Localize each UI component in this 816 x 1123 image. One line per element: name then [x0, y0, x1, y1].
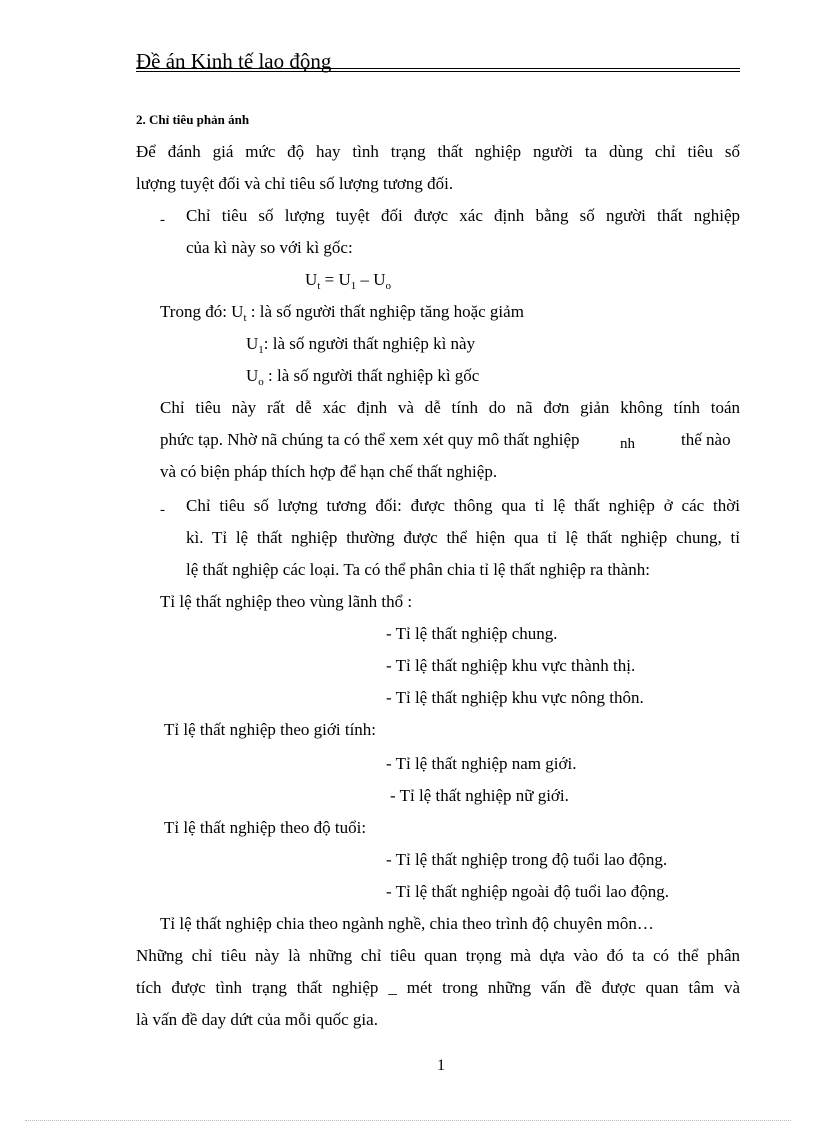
- para2-fragment: nh: [620, 436, 635, 452]
- conclusion-line-4: là vấn đề day dứt của mỗi quốc gia.: [136, 1010, 378, 1029]
- age-item: - Tỉ lệ thất nghiệp ngoài độ tuổi lao động.: [386, 882, 669, 901]
- header-rule-double: [136, 71, 740, 72]
- definition-3: $U_o$ : là số người thất nghiệp kì gốc: [246, 366, 480, 388]
- para2-line-1: Chỉ tiêu này rất dễ xác định và dễ tính do nã đơn giản không tính toán: [160, 398, 740, 417]
- bullet1-line-2: của kì này so với kì gốc:: [186, 238, 353, 257]
- definition-2: $U_1$: là số người thất nghiệp kì này: [246, 334, 476, 356]
- intro-line-2: lượng tuyệt đối và chỉ tiêu số lượng tương đối.: [136, 174, 454, 193]
- page-number: 1: [437, 1057, 445, 1074]
- bullet2-line-3: lệ thất nghiệp các loại. Ta có thể phân chia tỉ lệ thất nghiệp ra thành:: [186, 560, 650, 579]
- region-item: - Tỉ lệ thất nghiệp khu vực nông thôn.: [386, 688, 644, 707]
- header-title: Đề án Kinh tế lao động: [136, 49, 332, 73]
- bullet2-line-2: kì. Tỉ lệ thất nghiệp thường được thể hiện qua tỉ lệ thất nghiệp chung, tỉ: [186, 528, 740, 547]
- bullet2-line-1: Chỉ tiêu số lượng tương đối: được thông qua tỉ lệ thất nghiệp ở các thời: [186, 496, 740, 515]
- bullet-marker: -: [160, 502, 165, 518]
- bullet1-line-1: Chỉ tiêu số lượng tuyệt đối được xác định bằng số người thất nghiệp: [186, 206, 740, 225]
- para2-line-2: phức tạp. Nhờ nã chúng ta có thể xem xét quy mô thất nghiệp: [160, 430, 580, 449]
- age-item: - Tỉ lệ thất nghiệp trong độ tuổi lao động.: [386, 850, 668, 869]
- page-bottom-edge: [25, 1120, 791, 1121]
- definition-1: Trong đó: $U_t$ : là số người thất nghiệp tăng hoặc giảm: [160, 302, 524, 324]
- conclusion-line-1: Tỉ lệ thất nghiệp chia theo ngành nghề, chia theo trình độ chuyên môn…: [160, 914, 654, 933]
- section-heading: 2. Chỉ tiêu phản ánh: [136, 112, 250, 127]
- gender-group-title: Tỉ lệ thất nghiệp theo giới tính:: [164, 720, 377, 739]
- bullet-marker: -: [160, 212, 165, 228]
- gender-item: - Tỉ lệ thất nghiệp nữ giới.: [390, 786, 569, 805]
- formula: $U_t = U_1 - U_o$: [305, 270, 391, 292]
- gender-item: - Tỉ lệ thất nghiệp nam giới.: [386, 754, 577, 773]
- conclusion-line-3: tích được tình trạng thất nghiệp _ mét trong những vấn đề được quan tâm và: [136, 978, 740, 997]
- age-group-title: Tỉ lệ thất nghiệp theo độ tuổi:: [164, 818, 367, 837]
- conclusion-line-2: Những chỉ tiêu này là những chỉ tiêu quan trọng mà dựa vào đó ta có thể phân: [136, 946, 740, 965]
- region-item: - Tỉ lệ thất nghiệp chung.: [386, 624, 558, 643]
- para2-line-3: và có biện pháp thích hợp để hạn chế thất nghiệp.: [160, 462, 498, 481]
- region-group-title: Tỉ lệ thất nghiệp theo vùng lãnh thổ :: [160, 592, 413, 611]
- region-item: - Tỉ lệ thất nghiệp khu vực thành thị.: [386, 656, 636, 675]
- para2-line-2-end: thế nào: [681, 430, 731, 449]
- header-rule: [136, 68, 740, 69]
- intro-line-1: Để đánh giá mức độ hay tình trạng thất nghiệp người ta dùng chỉ tiêu số: [136, 142, 740, 161]
